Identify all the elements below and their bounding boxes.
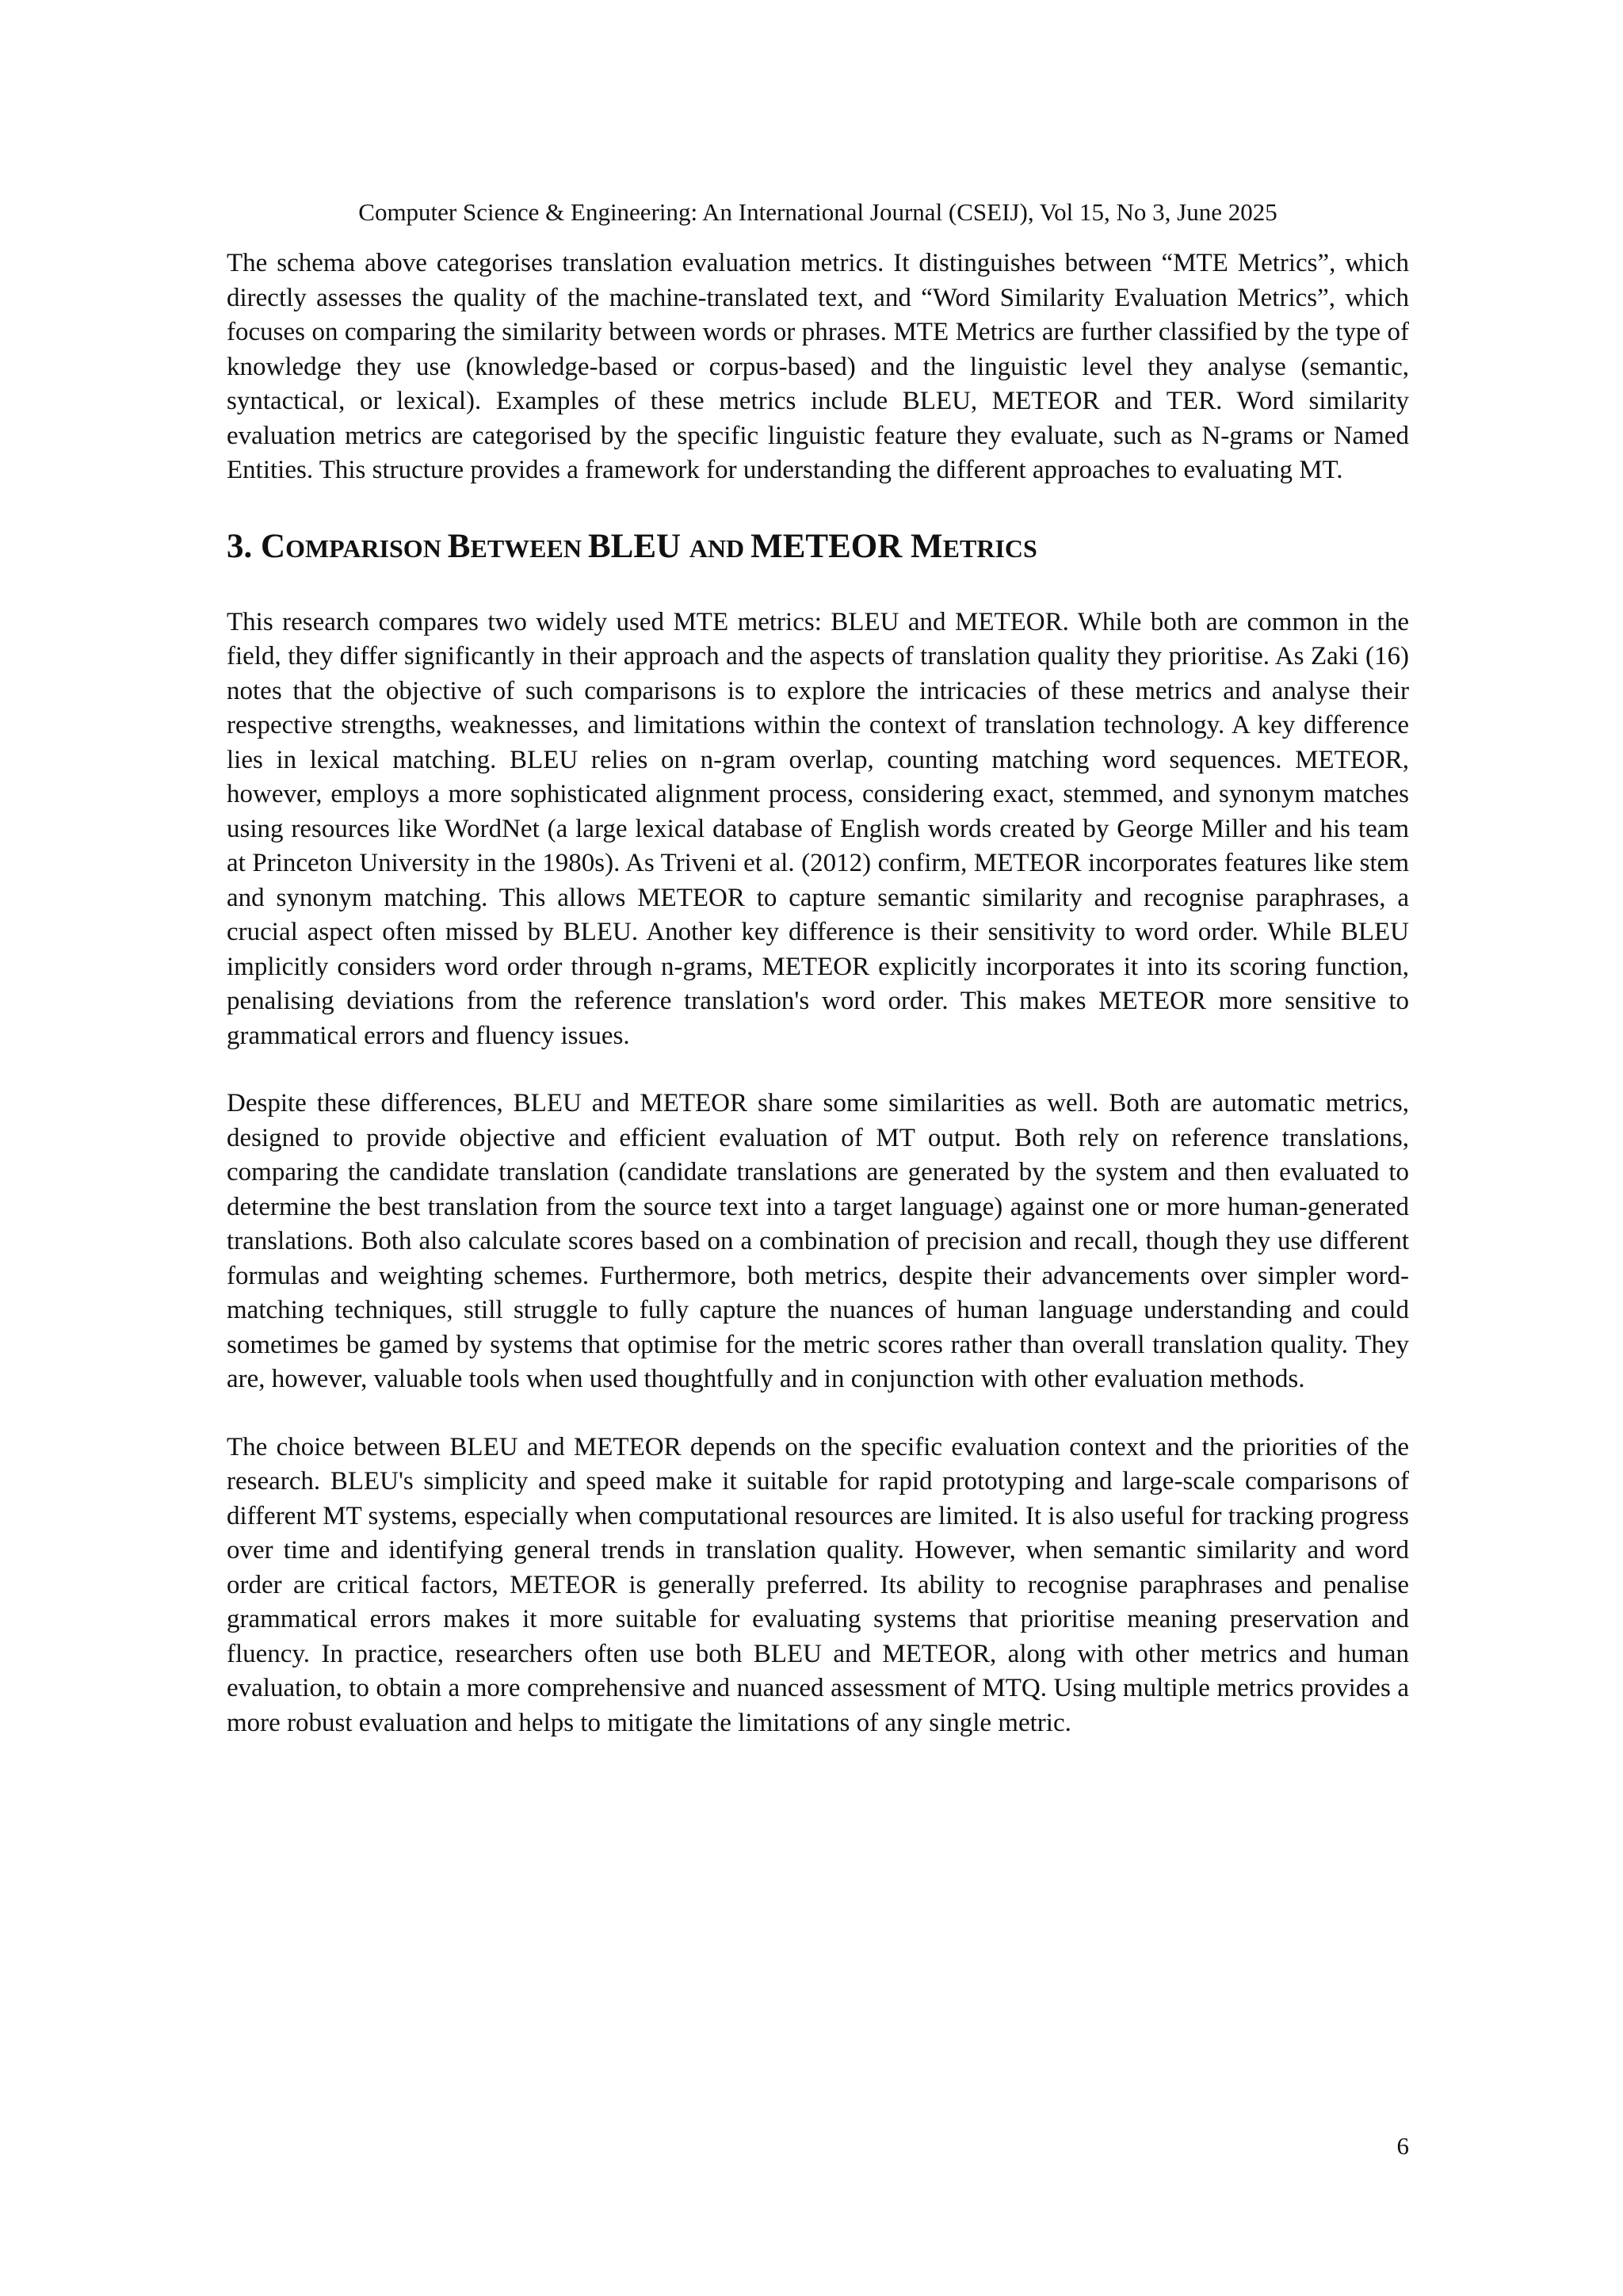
section-title-part: M bbox=[911, 527, 943, 565]
section-number: 3. bbox=[227, 527, 261, 565]
section-title-part: ETRICS bbox=[942, 533, 1037, 563]
section-heading bbox=[227, 525, 1409, 571]
body-paragraph-similarities: Despite these differences, BLEU and METEOR share some similarities as well. Both are automatic metrics, designed to provide objective and efficient evaluation of MT output. Both rely on reference translations, comparing the candidate translation (candidate translations are generated by the system and then evaluated to determine the best translation from the source text into a target language) against one or more human-generated translations. Both also calculate scores based on a combination of precision and recall, though they use different formulas and weighting schemes. Furthermore, both metrics, despite their advancements over simpler word-matching techniques, still struggle to fully capture the nuances of human language understanding and could sometimes be gamed by systems that optimise for the metric scores rather than overall translation quality. They are, however, valuable tools when used thoughtfully and in conjunction with other evaluation methods. bbox=[227, 1089, 1409, 1393]
body-paragraph-choice: The choice between BLEU and METEOR depends on the specific evaluation context and the priorities of the research. BLEU's simplicity and speed make it suitable for rapid prototyping and large-scale comparisons of different MT systems, especially when computational resources are limited. It is also useful for tracking progress over time and identifying general trends in translation quality. However, when semantic similarity and word order are critical factors, METEOR is generally preferred. Its ability to recognise paraphrases and penalise grammatical errors makes it more suitable for evaluating systems that prioritise meaning preservation and fluency. In practice, researchers often use both BLEU and METEOR, along with other metrics and human evaluation, to obtain a more comprehensive and nuanced assessment of MTQ. Using multiple metrics provides a more robust evaluation and helps to mitigate the limitations of any single metric. bbox=[227, 1432, 1409, 1737]
running-header: Computer Science & Engineering: An International Journal (CSEIJ), Vol 15, No 3, June 2025 bbox=[358, 198, 1277, 226]
intro-paragraph: The schema above categorises translation evaluation metrics. It distinguishes between “MTE Metrics”, which directly assesses the quality of the machine-translated text, and “Word Similarity Evaluation Metrics”, which focuses on comparing the similarity between words or phrases. MTE Metrics are further classified by the type of knowledge they use (knowledge-based or corpus-based) and the linguistic level they analyse (semantic, syntactical, or lexical). Examples of these metrics include BLEU, METEOR and TER. Word similarity evaluation metrics are categorised by the specific linguistic feature they evaluate, such as N-grams or Named Entities. This structure provides a framework for understanding the different approaches to evaluating MT. bbox=[227, 249, 1409, 484]
body-paragraph-comparison: This research compares two widely used MTE metrics: BLEU and METEOR. While both are common in the field, they differ significantly in their approach and the aspects of translation quality they prioritise. As Zaki (16) notes that the objective of such comparisons is to explore the intricacies of these metrics and analyse their respective strengths, weaknesses, and limitations within the context of translation technology. A key difference lies in lexical matching. BLEU relies on n-gram overlap, counting matching word sequences. METEOR, however, employs a more sophisticated alignment process, considering exact, stemmed, and synonym matches using resources like WordNet (a large lexical database of English words created by George Miller and his team at Princeton University in the 1980s). As Triveni et al. (2012) confirm, METEOR incorporates features like stem and synonym matching. This allows METEOR to capture semantic similarity and recognise paraphrases, a crucial aspect often missed by BLEU. Another key difference is their sensitivity to word order. While BLEU implicitly considers word order through n-grams, METEOR explicitly incorporates it into its scoring function, penalising deviations from the reference translation's word order. This makes METEOR more sensitive to grammatical errors and fluency issues. bbox=[227, 607, 1409, 1050]
section-title-part: C bbox=[261, 527, 286, 565]
section-title-part: METEOR bbox=[750, 527, 911, 565]
section-title-part: AND bbox=[689, 533, 751, 563]
page-number: 6 bbox=[1396, 2132, 1409, 2160]
section-title-part: OMPARISON bbox=[285, 533, 448, 563]
section-title-part: BLEU bbox=[587, 527, 689, 565]
page-body bbox=[227, 246, 1409, 1740]
section-title-part: B bbox=[447, 527, 471, 565]
section-title-part: ETWEEN bbox=[470, 533, 588, 563]
